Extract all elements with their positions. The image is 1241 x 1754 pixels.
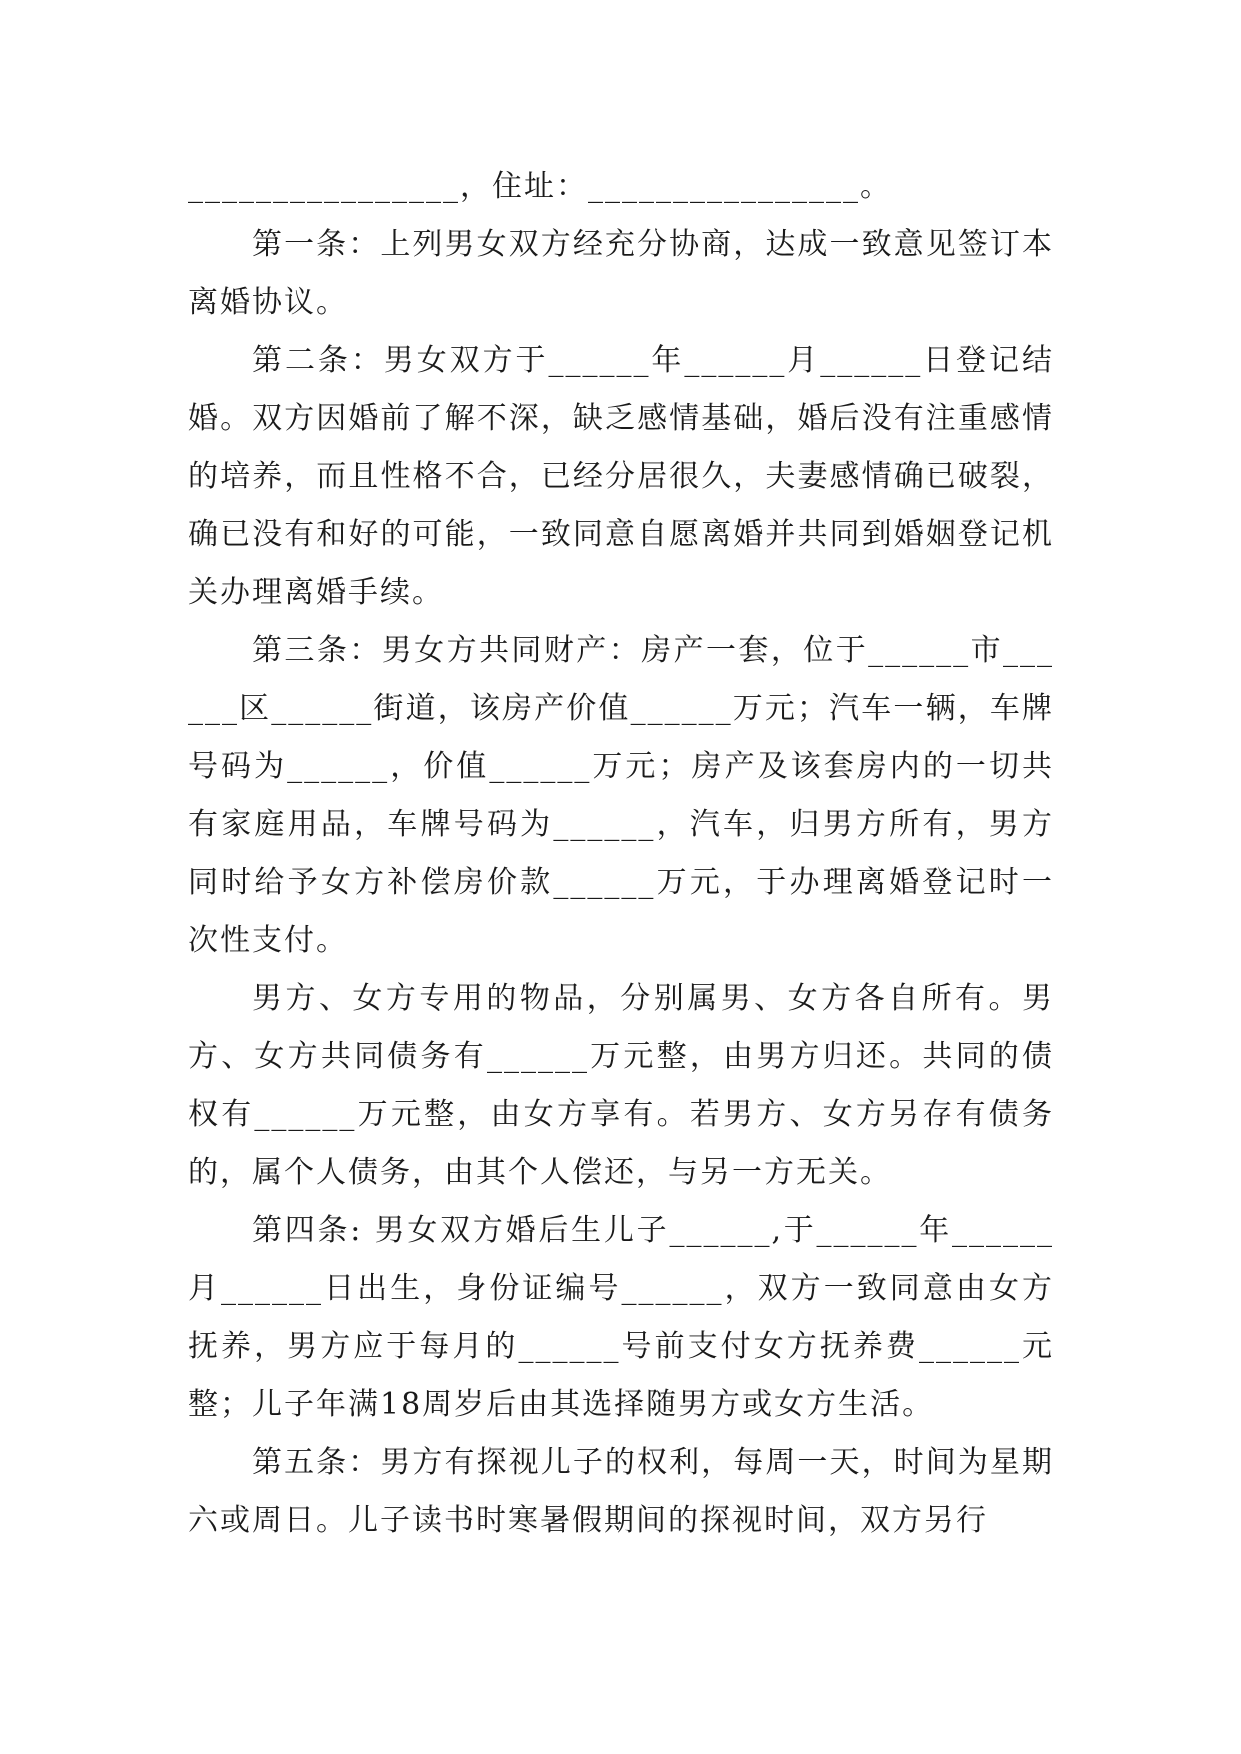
paragraph-article-4: 第四条: 男女双方婚后生儿子______,于______年______月______日出生，身份证编号______，双方一致同意由女方抚养，男方应于每月的______号前支付女方抚养费______元整；儿子年满18周岁后由其选择随男方或女方生活。 [188,1213,1054,1422]
paragraph-article-5: 第五条：男方有探视儿子的权利，每周一天，时间为星期六或周日。儿子读书时寒暑假期间的探视时间，双方另行 [188,1445,1054,1538]
document-body [188,158,1054,1550]
paragraph-address-line: ________________，住址：________________。 [188,169,892,204]
paragraph-article-2: 第二条：男女双方于______年______月______日登记结婚。双方因婚前了解不深，缺乏感情基础，婚后没有注重感情的培养，而且性格不合，已经分居很久，夫妻感情确已破裂，确已没有和好的可能，一致同意自愿离婚并共同到婚姻登记机关办理离婚手续。 [188,343,1054,610]
paragraph-article-1: 第一条：上列男女双方经充分协商，达成一致意见签订本离婚协议。 [188,227,1054,320]
paragraph-article-3-debts: 男方、女方专用的物品，分别属男、女方各自所有。男方、女方共同债务有______万元整，由男方归还。共同的债权有______万元整，由女方享有。若男方、女方另存有债务的，属个人债务，由其个人偿还，与另一方无关。 [188,981,1054,1190]
paragraph-article-3: 第三条：男女方共同财产：房产一套，位于______市______区______街道，该房产价值______万元；汽车一辆，车牌号码为______，价值______万元；房产及该套房内的一切共有家庭用品，车牌号码为______，汽车，归男方所有，男方同时给予女方补偿房价款______万元，于办理离婚登记时一次性支付。 [188,633,1054,958]
